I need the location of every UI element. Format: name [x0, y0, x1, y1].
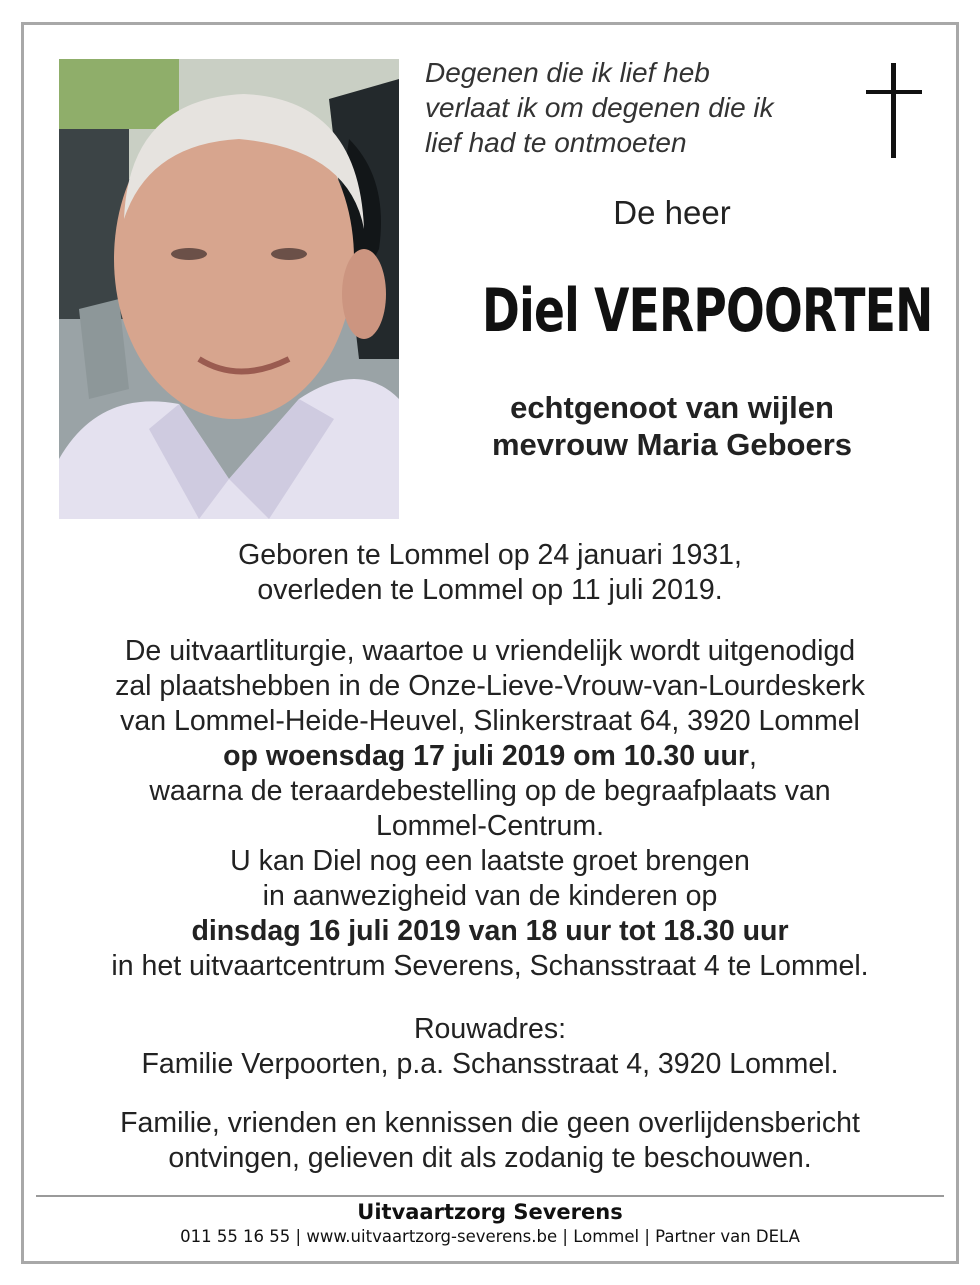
footer-divider: [36, 1195, 944, 1197]
spouse-info: [422, 389, 922, 463]
funeral-info: [50, 634, 930, 984]
funeral-line: zal plaatshebben in de Onze-Lieve-Vrouw-van-Lourdeskerk: [115, 670, 865, 702]
deceased-name: Diel VERPOORTEN: [482, 276, 933, 346]
portrait-photo: [59, 59, 399, 519]
funeral-date-suffix: ,: [748, 740, 757, 772]
notice-text: [50, 1106, 930, 1176]
birth-death-info: [50, 538, 930, 608]
funeral-date-line: [50, 739, 930, 774]
visitation-date: dinsdag 16 juli 2019 van 18 uur tot 18.30 uur: [191, 915, 789, 947]
visitation-line: U kan Diel nog een laatste groet brengen: [230, 845, 750, 877]
mourning-address-label: Rouwadres:: [413, 1013, 567, 1045]
visitation-location: in het uitvaartcentrum Severens, Schansstraat 4 te Lommel.: [111, 950, 869, 982]
birth-line: Geboren te Lommel op 24 januari 1931,: [238, 539, 742, 571]
mourning-address: [50, 1012, 930, 1082]
funeral-line: waarna de teraardebestelling op de begraafplaats van: [149, 775, 831, 807]
funeral-date: op woensdag 17 juli 2019 om 10.30 uur: [223, 740, 749, 772]
notice-line: ontvingen, gelieven dit als zodanig te beschouwen.: [168, 1142, 812, 1174]
honorific: De heer: [613, 194, 731, 231]
quote-line: Degenen die ik lief heb: [425, 57, 710, 88]
memorial-quote: [425, 55, 845, 160]
funeral-line: van Lommel-Heide-Heuvel, Slinkerstraat 64, 3920 Lommel: [120, 705, 860, 737]
cross-icon: [866, 63, 922, 159]
quote-line: verlaat ik om degenen die ik: [425, 92, 774, 123]
spouse-line: mevrouw Maria Geboers: [491, 427, 853, 462]
funeral-home-contact: 011 55 16 55 | www.uitvaartzorg-severens.be | Lommel | Partner van DELA: [180, 1227, 800, 1246]
funeral-line: De uitvaartliturgie, waartoe u vriendelijk wordt uitgenodigd: [124, 635, 856, 667]
quote-line: lief had te ontmoeten: [425, 127, 687, 158]
death-line: overleden te Lommel op 11 juli 2019.: [257, 574, 723, 606]
notice-line: Familie, vrienden en kennissen die geen overlijdensbericht: [120, 1107, 860, 1139]
funeral-home-name: Uitvaartzorg Severens: [357, 1200, 623, 1224]
visitation-line: in aanwezigheid van de kinderen op: [262, 880, 718, 912]
spouse-line: echtgenoot van wijlen: [510, 390, 834, 425]
mourning-address-value: Familie Verpoorten, p.a. Schansstraat 4, 3920 Lommel.: [141, 1048, 839, 1080]
funeral-line: Lommel-Centrum.: [375, 810, 605, 842]
